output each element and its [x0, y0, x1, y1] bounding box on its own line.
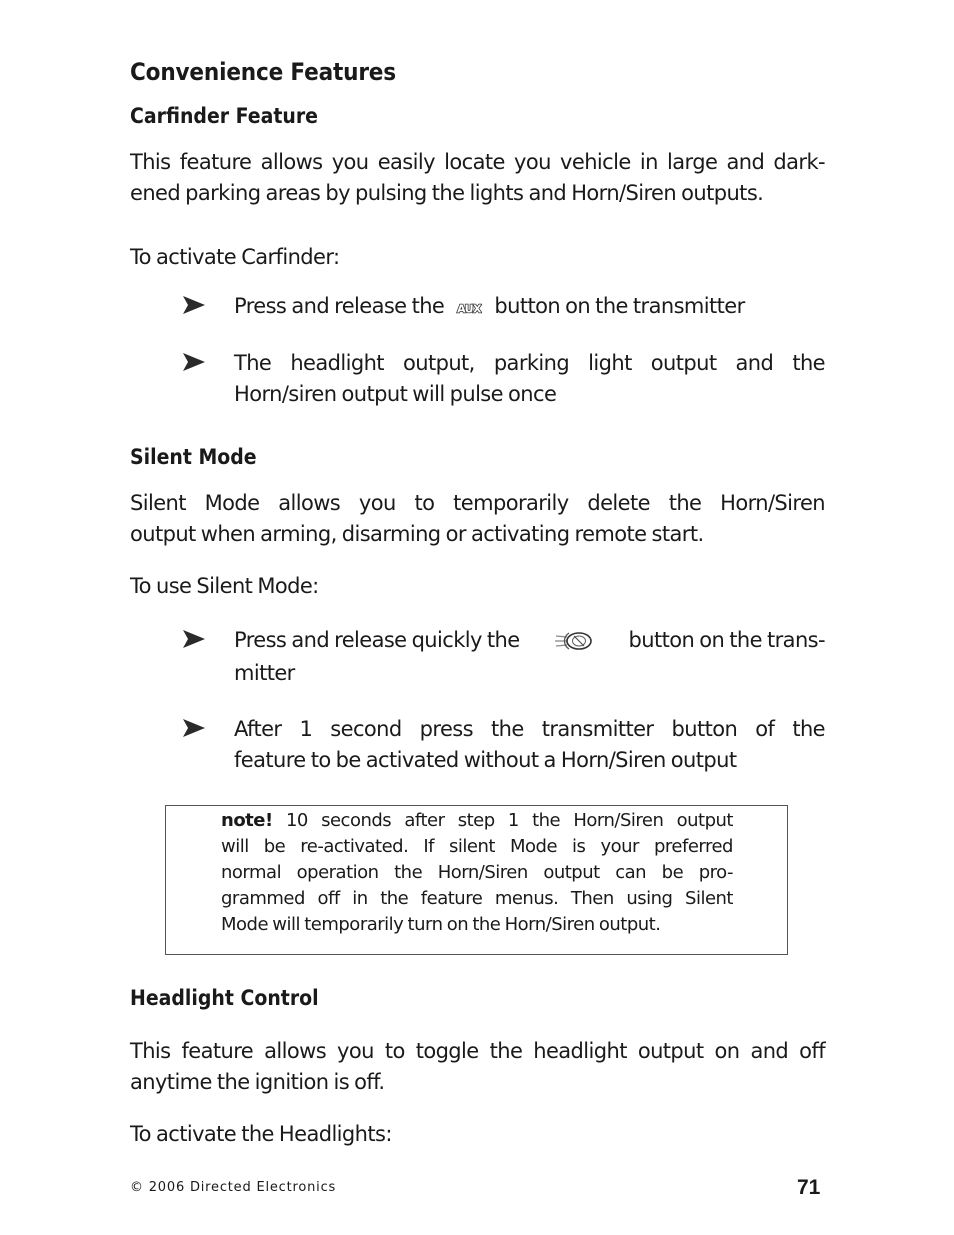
carfinder-intro	[130, 147, 825, 209]
silent-step1-line2: mitter	[234, 661, 295, 685]
footer-copyright: © 2006 Directed Electronics	[130, 1180, 337, 1195]
carfinder-step2-line1: The headlight output, parking light output and the	[234, 351, 825, 375]
silent-step1-text-before: Press and release quickly the	[234, 628, 520, 652]
note-line1-text: 10 seconds after step 1 the Horn/Siren output	[285, 810, 733, 831]
silent-intro-line2: output when arming, disarming or activating remote start.	[130, 522, 704, 546]
note-line2: will be re-activated. If silent Mode is your preferred	[221, 836, 733, 857]
aux-icon-label: AUX	[457, 302, 482, 315]
note-line1	[221, 808, 733, 834]
carfinder-step1-text-before: Press and release the	[234, 294, 445, 318]
headlight-activate-label: To activate the Headlights:	[130, 1122, 392, 1146]
note-label: note!	[221, 810, 273, 831]
silent-intro-line1: Silent Mode allows you to temporarily delete the Horn/Siren	[130, 491, 825, 515]
silent-step2-line2: feature to be activated without a Horn/Siren output	[234, 748, 737, 772]
note-line5: Mode will temporarily turn on the Horn/Siren output.	[221, 914, 661, 935]
page-number: 71	[797, 1176, 821, 1199]
headlight-control-heading: Headlight Control	[130, 986, 319, 1010]
bullet-arrow-icon	[182, 629, 206, 649]
carfinder-step2-line2: Horn/siren output will pulse once	[234, 382, 557, 406]
silent-step1-line1	[234, 625, 825, 656]
silent-mode-intro	[130, 488, 825, 550]
headlight-intro-line2: anytime the ignition is off.	[130, 1070, 385, 1094]
note-box	[165, 805, 788, 955]
note-line3: normal operation the Horn/Siren output can be pro-	[221, 862, 733, 883]
carfinder-step2	[234, 348, 825, 410]
headlight-button-icon	[553, 625, 595, 656]
aux-button-icon	[449, 292, 489, 323]
silent-step2	[234, 714, 825, 776]
silent-step2-line1: After 1 second press the transmitter button of the	[234, 717, 825, 741]
bullet-arrow-icon	[182, 295, 206, 315]
carfinder-intro-line2: ened parking areas by pulsing the lights and Horn/Siren outputs.	[130, 181, 764, 205]
silent-step1-text-after: button on the trans-	[628, 628, 825, 652]
bullet-arrow-icon	[182, 718, 206, 738]
carfinder-activate-label: To activate Carfinder:	[130, 245, 340, 269]
silent-use-label: To use Silent Mode:	[130, 574, 319, 598]
silent-step1	[234, 625, 825, 689]
headlight-intro-line1: This feature allows you to toggle the headlight output on and off	[130, 1039, 825, 1063]
page-title: Convenience Features	[130, 58, 396, 86]
carfinder-step1-text-after: button on the transmitter	[494, 294, 745, 318]
silent-mode-heading: Silent Mode	[130, 445, 257, 469]
carfinder-heading: Carfinder Feature	[130, 104, 319, 128]
carfinder-step1	[234, 291, 745, 323]
note-text	[221, 808, 733, 938]
carfinder-intro-line1: This feature allows you easily locate you vehicle in large and dark-	[130, 150, 825, 174]
bullet-arrow-icon	[182, 352, 206, 372]
headlight-intro	[130, 1036, 825, 1098]
note-line4: grammed off in the feature menus. Then using Silent	[221, 888, 733, 909]
